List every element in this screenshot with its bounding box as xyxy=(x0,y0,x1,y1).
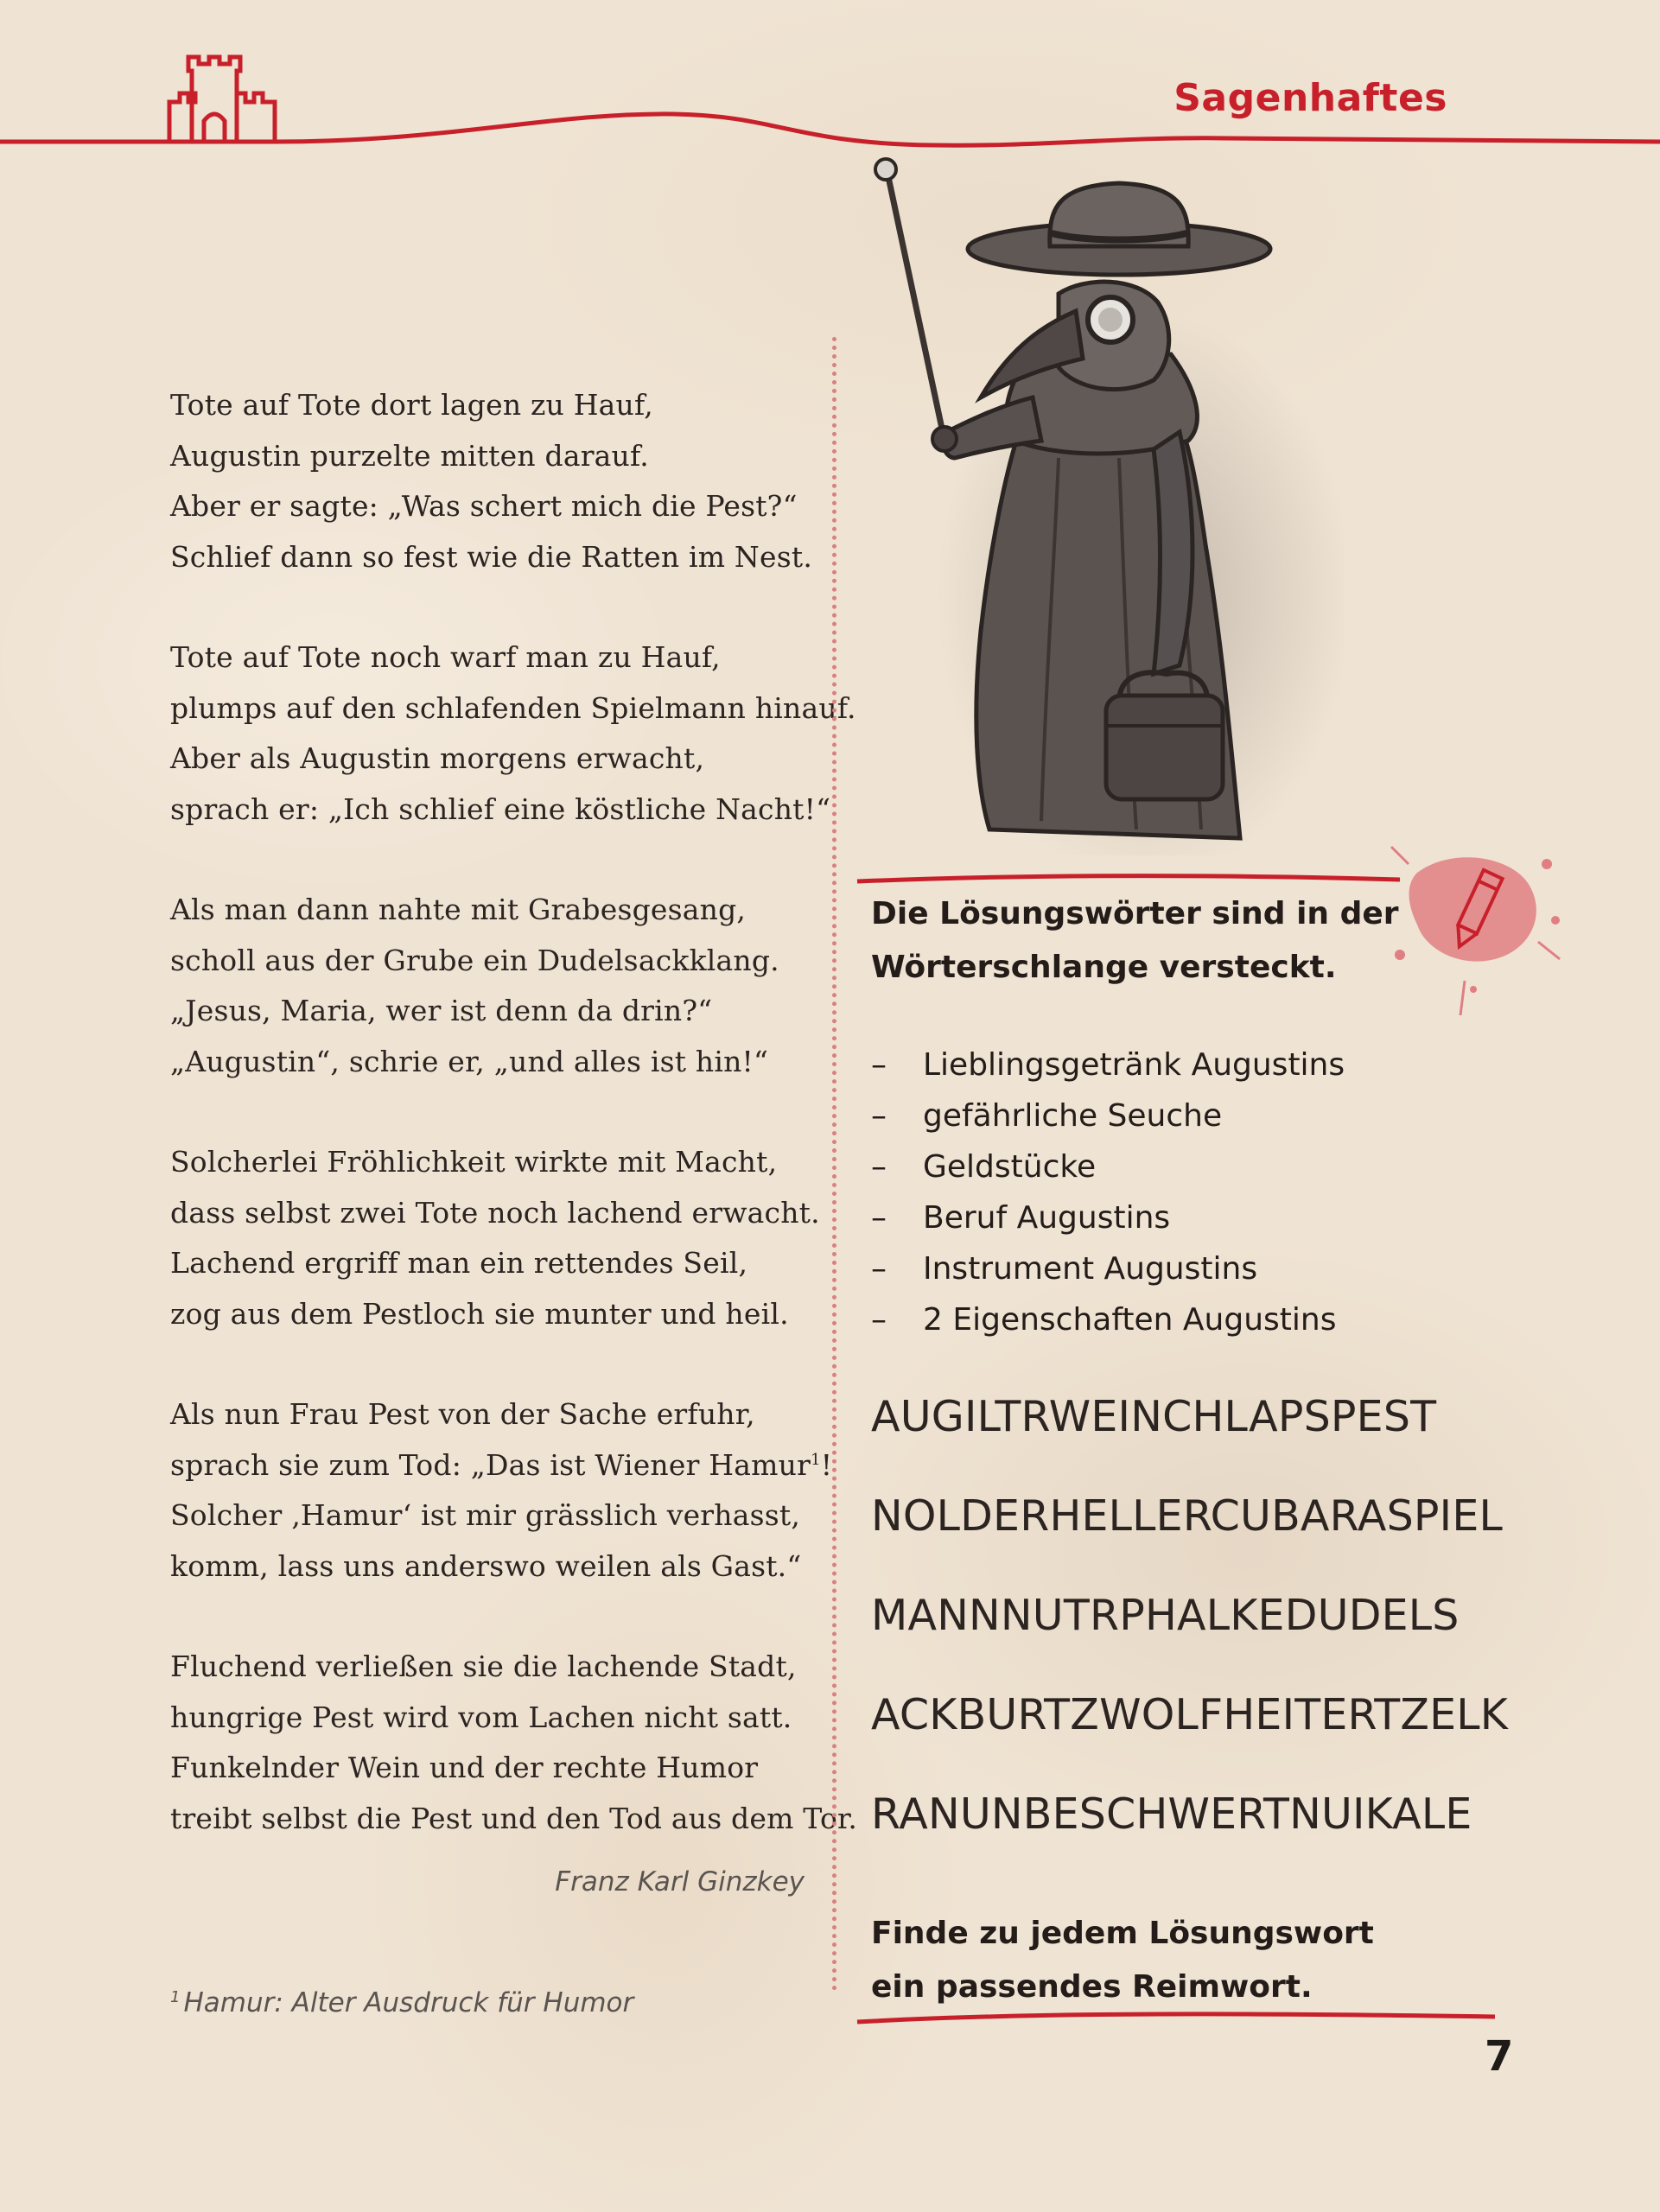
list-item xyxy=(871,1090,1345,1141)
list-dash: – xyxy=(871,1098,887,1134)
clue-text: gefährliche Seuche xyxy=(923,1098,1223,1134)
clue-text: 2 Eigenschaften Augustins xyxy=(923,1302,1337,1338)
stanza xyxy=(170,632,856,835)
word-snake-row: NOLDERHELLERCUBARASPIEL xyxy=(871,1491,1503,1541)
section-title: Sagenhaftes xyxy=(1173,76,1447,120)
word-snake-row: AUGILTRWEINCHLAPSPEST xyxy=(871,1392,1437,1441)
poem-line: sprach er: „Ich schlief eine köstliche Nacht!“ xyxy=(170,791,831,826)
stanza xyxy=(170,1642,858,1844)
task-box-top-line xyxy=(857,876,1400,881)
list-item xyxy=(871,1039,1345,1090)
stanza xyxy=(170,1137,827,1339)
castle-icon xyxy=(169,57,275,143)
poem-line: scholl aus der Grube ein Dudelsackklang. xyxy=(170,943,779,977)
poem-line: hungrige Pest wird vom Lachen nicht satt. xyxy=(170,1700,792,1734)
poem-line: Schlief dann so fest wie die Ratten im Nest. xyxy=(170,539,813,574)
word-snake-row: MANNNUTRPHALKEDUDELS xyxy=(871,1591,1460,1640)
list-item xyxy=(871,1243,1345,1294)
poem-line-text: sprach sie zum Tod: „Das ist Wiener Hamur xyxy=(170,1447,811,1482)
list-dash: – xyxy=(871,1047,887,1083)
stanza xyxy=(170,1389,833,1592)
poem-line: Aber als Augustin morgens erwacht, xyxy=(170,741,705,775)
word-snake-row: ACKBURTZWOLFHEITERTZELK xyxy=(871,1690,1509,1739)
poem-line: treibt selbst die Pest und den Tod aus dem Tor. xyxy=(170,1801,858,1835)
footnote xyxy=(170,1987,633,2018)
list-dash: – xyxy=(871,1200,887,1236)
poem-line: Solcherlei Fröhlichkeit wirkte mit Macht, xyxy=(170,1145,778,1179)
list-dash: – xyxy=(871,1149,887,1185)
stanza xyxy=(170,380,827,582)
poem-line: komm, lass uns anderswo weilen als Gast.“ xyxy=(170,1548,802,1583)
poem-line xyxy=(170,1440,833,1491)
plague-doctor-illustration xyxy=(860,147,1344,855)
poem-line: plumps auf den schlafenden Spielmann hinauf. xyxy=(170,690,856,725)
poem-line-suffix: ! xyxy=(820,1447,833,1482)
clue-list xyxy=(871,1039,1345,1345)
word-snake-row: RANUNBESCHWERTNUIKALE xyxy=(871,1789,1472,1839)
list-dash: – xyxy=(871,1302,887,1338)
poem-line: zog aus dem Pestloch sie munter und heil. xyxy=(170,1296,789,1331)
poem xyxy=(170,380,858,1894)
column-divider xyxy=(832,337,836,1992)
task-intro: Die Lösungswörter sind in der Wörterschlange versteckt. xyxy=(871,896,1399,985)
list-item xyxy=(871,1141,1345,1192)
poem-line: Fluchend verließen sie die lachende Stadt, xyxy=(170,1649,797,1683)
poem-line: Funkelnder Wein und der rechte Humor xyxy=(170,1751,759,1784)
footnote-ref: 1 xyxy=(811,1450,821,1469)
list-item xyxy=(871,1192,1345,1243)
list-item xyxy=(871,1294,1345,1345)
list-dash: – xyxy=(871,1251,887,1287)
task-box-bottom-line xyxy=(857,2014,1495,2022)
clue-text: Geldstücke xyxy=(923,1149,1097,1185)
poem-line: „Jesus, Maria, wer ist denn da drin?“ xyxy=(170,994,713,1027)
poem-line: Als nun Frau Pest von der Sache erfuhr, xyxy=(170,1397,755,1431)
clue-text: Beruf Augustins xyxy=(923,1200,1171,1236)
poem-line: Tote auf Tote noch warf man zu Hauf, xyxy=(170,640,721,674)
poem-line: Aber er sagte: „Was schert mich die Pest?“ xyxy=(170,489,798,523)
poem-line: Tote auf Tote dort lagen zu Hauf, xyxy=(170,388,653,422)
poem-line: dass selbst zwei Tote noch lachend erwacht. xyxy=(170,1195,820,1230)
poem-line: Augustin purzelte mitten darauf. xyxy=(170,438,649,473)
task-outro: Finde zu jedem Lösungswort ein passendes Reimwort. xyxy=(871,1916,1374,2005)
poem-line: Solcher ‚Hamur‘ ist mir grässlich verhasst, xyxy=(170,1498,801,1532)
task-box-decoration xyxy=(855,838,1581,2048)
poem-line: „Augustin“, schrie er, „und alles ist hin!“ xyxy=(170,1044,769,1078)
poem-line: Lachend ergriff man ein rettendes Seil, xyxy=(170,1246,748,1280)
poem-line: Als man dann nahte mit Grabesgesang, xyxy=(170,893,747,926)
page-number: 7 xyxy=(1485,2032,1514,2081)
stanza xyxy=(170,885,827,1087)
clue-text: Instrument Augustins xyxy=(923,1251,1258,1287)
clue-text: Lieblingsgetränk Augustins xyxy=(923,1047,1345,1083)
footnote-text: Hamur: Alter Ausdruck für Humor xyxy=(183,1987,634,2018)
poem-author: Franz Karl Ginzkey xyxy=(555,1866,805,1897)
footnote-number: 1 xyxy=(170,1987,181,2006)
